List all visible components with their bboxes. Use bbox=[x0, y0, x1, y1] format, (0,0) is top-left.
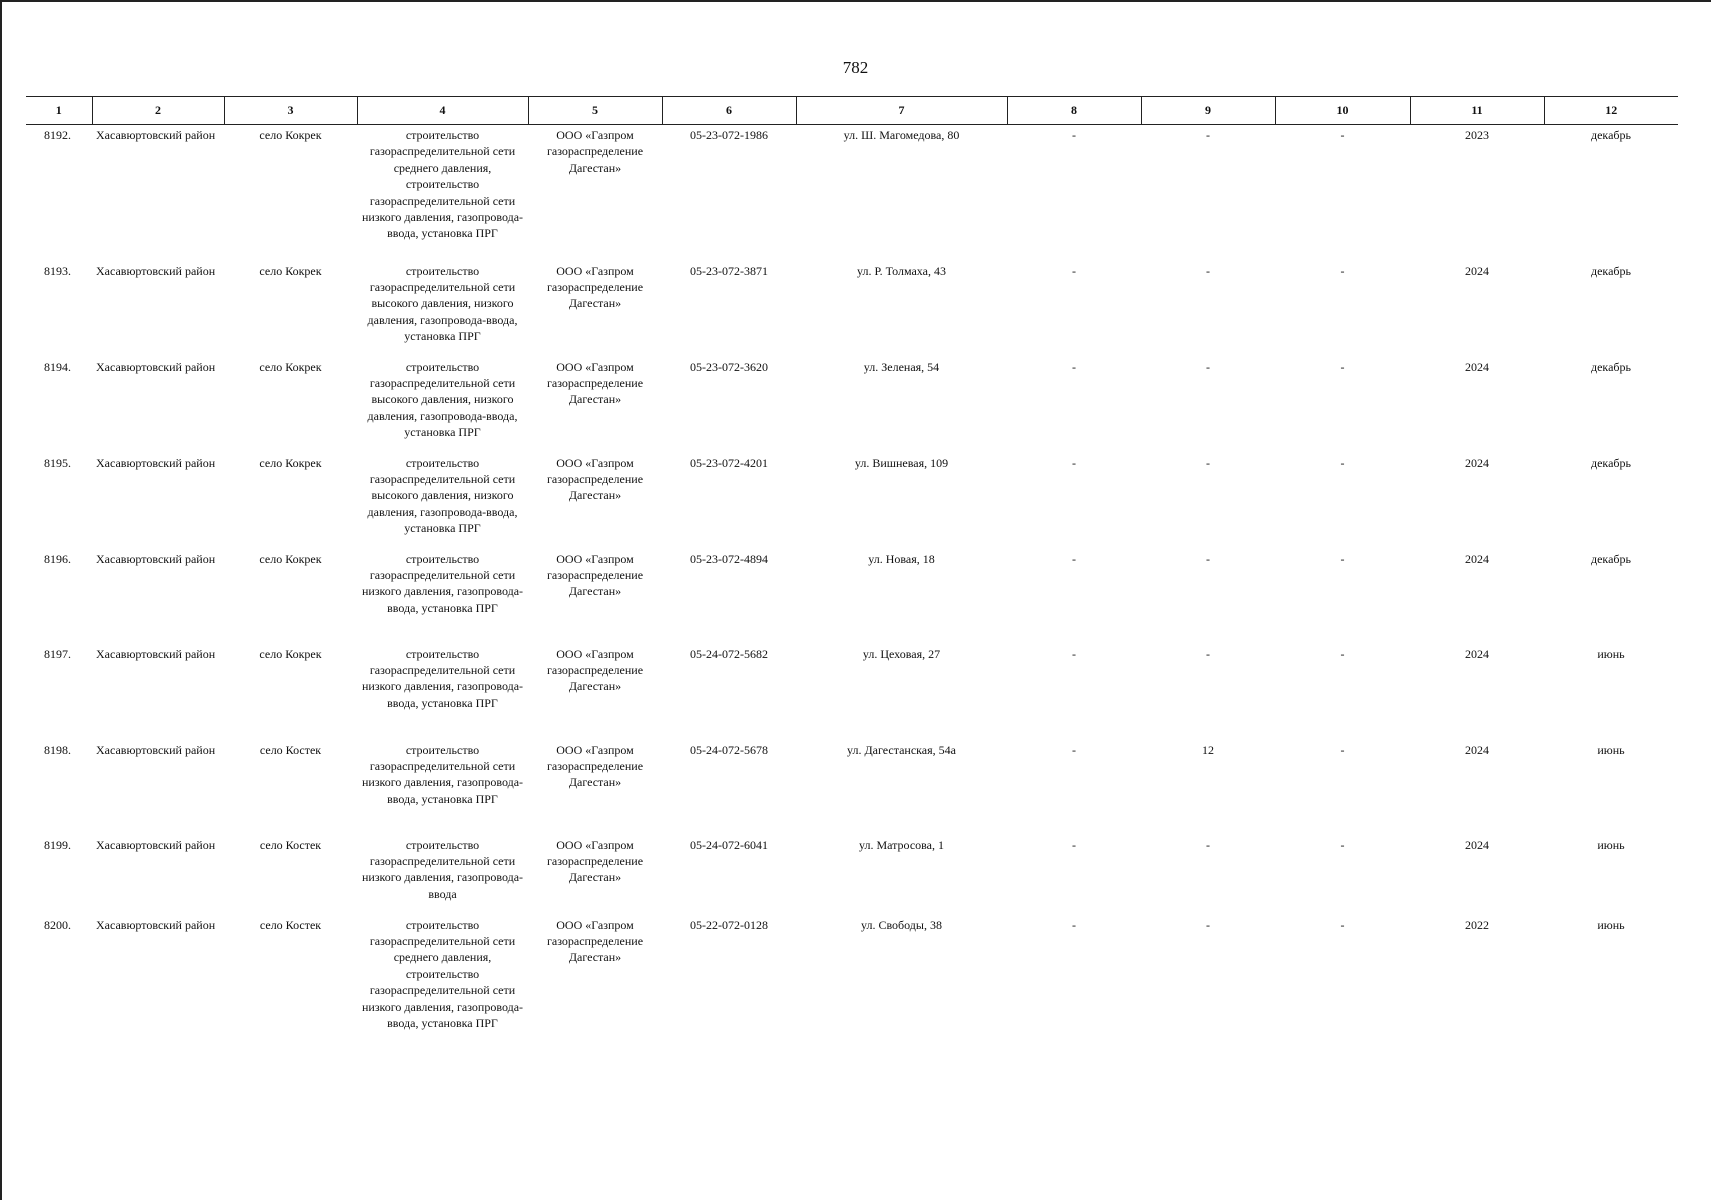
region-cell: Хасавюртовский район bbox=[96, 837, 216, 852]
row-number: 8199. bbox=[44, 837, 71, 852]
col9-cell: - bbox=[1206, 917, 1210, 932]
region-cell: Хасавюртовский район bbox=[96, 551, 216, 566]
address-cell: ул. Р. Толмаха, 43 bbox=[857, 263, 946, 278]
year-cell: 2023 bbox=[1465, 128, 1489, 142]
settlement-cell: село Кокрек bbox=[259, 359, 322, 374]
col10-cell: - bbox=[1340, 551, 1345, 566]
company-cell: ООО «Газпром газораспределение Дагестан» bbox=[546, 263, 644, 311]
year-cell: 2024 bbox=[1465, 359, 1489, 374]
code-cell: 05-23-072-4894 bbox=[690, 551, 768, 566]
month-cell: декабрь bbox=[1591, 263, 1631, 278]
region-cell: Хасавюртовский район bbox=[96, 742, 216, 757]
column-header: 1 bbox=[26, 97, 92, 125]
col9-cell: - bbox=[1206, 128, 1210, 142]
row-number: 8195. bbox=[44, 455, 71, 470]
month-cell: июнь bbox=[1597, 742, 1625, 757]
col8-cell: - bbox=[1072, 551, 1076, 566]
work-description-cell: строительство газораспределительной сети высокого давления, низкого давления, газопровода-ввода, установка ПРГ bbox=[367, 263, 518, 344]
col9-cell: - bbox=[1206, 263, 1210, 278]
row-number: 8193. bbox=[44, 263, 71, 278]
table-row bbox=[26, 359, 1678, 455]
column-header: 12 bbox=[1544, 97, 1678, 125]
col10-cell: - bbox=[1340, 742, 1345, 757]
col10-cell: - bbox=[1340, 837, 1345, 852]
settlement-cell: село Кокрек bbox=[259, 263, 322, 278]
table-row bbox=[26, 917, 1678, 1055]
column-header: 7 bbox=[796, 97, 1007, 125]
col10-cell: - bbox=[1340, 455, 1345, 470]
table-header-row bbox=[26, 97, 1678, 125]
row-number: 8196. bbox=[44, 551, 71, 566]
column-header: 2 bbox=[92, 97, 224, 125]
company-cell: ООО «Газпром газораспределение Дагестан» bbox=[546, 646, 644, 694]
col8-cell: - bbox=[1072, 263, 1076, 278]
col10-cell: - bbox=[1340, 646, 1345, 661]
region-cell: Хасавюртовский район bbox=[96, 359, 216, 374]
left-border-line bbox=[0, 0, 2, 1200]
col9-cell: - bbox=[1206, 646, 1210, 661]
col10-cell: - bbox=[1340, 359, 1345, 374]
top-border-line bbox=[0, 0, 1711, 2]
col9-cell: - bbox=[1206, 359, 1210, 374]
col8-cell: - bbox=[1072, 455, 1076, 470]
settlement-cell: село Кокрек bbox=[259, 128, 322, 142]
column-header: 8 bbox=[1007, 97, 1141, 125]
work-description-cell: строительство газораспределительной сети низкого давления, газопровода-ввода, установка ПРГ bbox=[361, 742, 524, 806]
column-header: 11 bbox=[1410, 97, 1544, 125]
code-cell: 05-22-072-0128 bbox=[690, 917, 768, 932]
col9-cell: 12 bbox=[1202, 742, 1214, 757]
table-row bbox=[26, 837, 1678, 917]
table-row bbox=[26, 125, 1678, 263]
work-description-cell: строительство газораспределительной сети среднего давления, строительство газораспределительной сети низкого давления, газопровода-ввода, установка ПРГ bbox=[361, 917, 524, 1030]
page-number: 782 bbox=[842, 58, 869, 77]
month-cell: декабрь bbox=[1591, 455, 1631, 470]
company-cell: ООО «Газпром газораспределение Дагестан» bbox=[546, 455, 644, 503]
address-cell: ул. Вишневая, 109 bbox=[854, 455, 949, 470]
col9-cell: - bbox=[1206, 837, 1210, 852]
table-row bbox=[26, 455, 1678, 551]
code-cell: 05-24-072-5678 bbox=[690, 742, 768, 757]
region-cell: Хасавюртовский район bbox=[96, 917, 216, 932]
table-row bbox=[26, 646, 1678, 742]
row-number: 8197. bbox=[44, 646, 71, 661]
code-cell: 05-24-072-5682 bbox=[690, 646, 768, 661]
month-cell: декабрь bbox=[1591, 128, 1631, 142]
year-cell: 2024 bbox=[1465, 837, 1489, 852]
company-cell: ООО «Газпром газораспределение Дагестан» bbox=[546, 551, 644, 599]
work-description-cell: строительство газораспределительной сети высокого давления, низкого давления, газопровода-ввода, установка ПРГ bbox=[367, 455, 518, 536]
code-cell: 05-23-072-3620 bbox=[690, 359, 768, 374]
work-description-cell: строительство газораспределительной сети низкого давления, газопровода-ввода bbox=[361, 837, 524, 901]
month-cell: июнь bbox=[1597, 646, 1625, 661]
address-cell: ул. Матросова, 1 bbox=[859, 837, 944, 852]
column-header: 3 bbox=[224, 97, 357, 125]
settlement-cell: село Кокрек bbox=[259, 646, 322, 661]
work-description-cell: строительство газораспределительной сети низкого давления, газопровода-ввода, установка ПРГ bbox=[361, 646, 524, 710]
month-cell: июнь bbox=[1597, 917, 1625, 932]
address-cell: ул. Дагестанская, 54а bbox=[847, 742, 956, 757]
address-cell: ул. Ш. Магомедова, 80 bbox=[843, 128, 960, 142]
address-cell: ул. Новая, 18 bbox=[868, 551, 935, 566]
column-header: 9 bbox=[1141, 97, 1275, 125]
work-description-cell: строительство газораспределительной сети среднего давления, строительство газораспределительной сети низкого давления, газопровода-ввода, установка ПРГ bbox=[361, 128, 524, 241]
region-cell: Хасавюртовский район bbox=[96, 263, 216, 278]
month-cell: июнь bbox=[1597, 837, 1625, 852]
company-cell: ООО «Газпром газораспределение Дагестан» bbox=[546, 128, 644, 175]
column-header: 6 bbox=[662, 97, 796, 125]
region-cell: Хасавюртовский район bbox=[96, 646, 216, 661]
col8-cell: - bbox=[1072, 837, 1076, 852]
row-number: 8198. bbox=[44, 742, 71, 757]
work-description-cell: строительство газораспределительной сети низкого давления, газопровода-ввода, установка ПРГ bbox=[361, 551, 524, 615]
col8-cell: - bbox=[1072, 742, 1076, 757]
region-cell: Хасавюртовский район bbox=[96, 455, 216, 470]
year-cell: 2022 bbox=[1465, 917, 1489, 932]
year-cell: 2024 bbox=[1465, 551, 1489, 566]
col9-cell: - bbox=[1206, 551, 1210, 566]
code-cell: 05-24-072-6041 bbox=[690, 837, 768, 852]
company-cell: ООО «Газпром газораспределение Дагестан» bbox=[546, 837, 644, 885]
table-row bbox=[26, 742, 1678, 837]
company-cell: ООО «Газпром газораспределение Дагестан» bbox=[546, 917, 644, 965]
year-cell: 2024 bbox=[1465, 263, 1489, 278]
year-cell: 2024 bbox=[1465, 455, 1489, 470]
address-cell: ул. Зеленая, 54 bbox=[863, 359, 940, 374]
col10-cell: - bbox=[1340, 128, 1345, 142]
col8-cell: - bbox=[1072, 646, 1076, 661]
column-header: 5 bbox=[528, 97, 662, 125]
col8-cell: - bbox=[1072, 917, 1076, 932]
col10-cell: - bbox=[1340, 917, 1345, 932]
settlement-cell: село Костек bbox=[259, 742, 322, 757]
work-description-cell: строительство газораспределительной сети высокого давления, низкого давления, газопровода-ввода, установка ПРГ bbox=[367, 359, 518, 440]
infrastructure-table bbox=[26, 96, 1678, 1055]
table-row bbox=[26, 551, 1678, 646]
col8-cell: - bbox=[1072, 128, 1076, 142]
settlement-cell: село Костек bbox=[259, 917, 322, 932]
code-cell: 05-23-072-1986 bbox=[690, 128, 768, 142]
year-cell: 2024 bbox=[1465, 646, 1489, 661]
address-cell: ул. Цеховая, 27 bbox=[862, 646, 941, 661]
settlement-cell: село Кокрек bbox=[259, 551, 322, 566]
company-cell: ООО «Газпром газораспределение Дагестан» bbox=[546, 359, 644, 407]
region-cell: Хасавюртовский район bbox=[96, 128, 216, 142]
code-cell: 05-23-072-3871 bbox=[690, 263, 768, 278]
month-cell: декабрь bbox=[1591, 359, 1631, 374]
col9-cell: - bbox=[1206, 455, 1210, 470]
address-cell: ул. Свободы, 38 bbox=[861, 917, 942, 932]
column-header: 10 bbox=[1275, 97, 1410, 125]
settlement-cell: село Кокрек bbox=[259, 455, 322, 470]
column-header: 4 bbox=[357, 97, 528, 125]
company-cell: ООО «Газпром газораспределение Дагестан» bbox=[546, 742, 644, 790]
settlement-cell: село Костек bbox=[259, 837, 322, 852]
year-cell: 2024 bbox=[1465, 742, 1489, 757]
row-number: 8192. bbox=[44, 128, 71, 142]
col10-cell: - bbox=[1340, 263, 1345, 278]
row-number: 8194. bbox=[44, 359, 71, 374]
table-row bbox=[26, 263, 1678, 359]
code-cell: 05-23-072-4201 bbox=[690, 455, 768, 470]
row-number: 8200. bbox=[44, 917, 71, 932]
col8-cell: - bbox=[1072, 359, 1076, 374]
month-cell: декабрь bbox=[1591, 551, 1631, 566]
